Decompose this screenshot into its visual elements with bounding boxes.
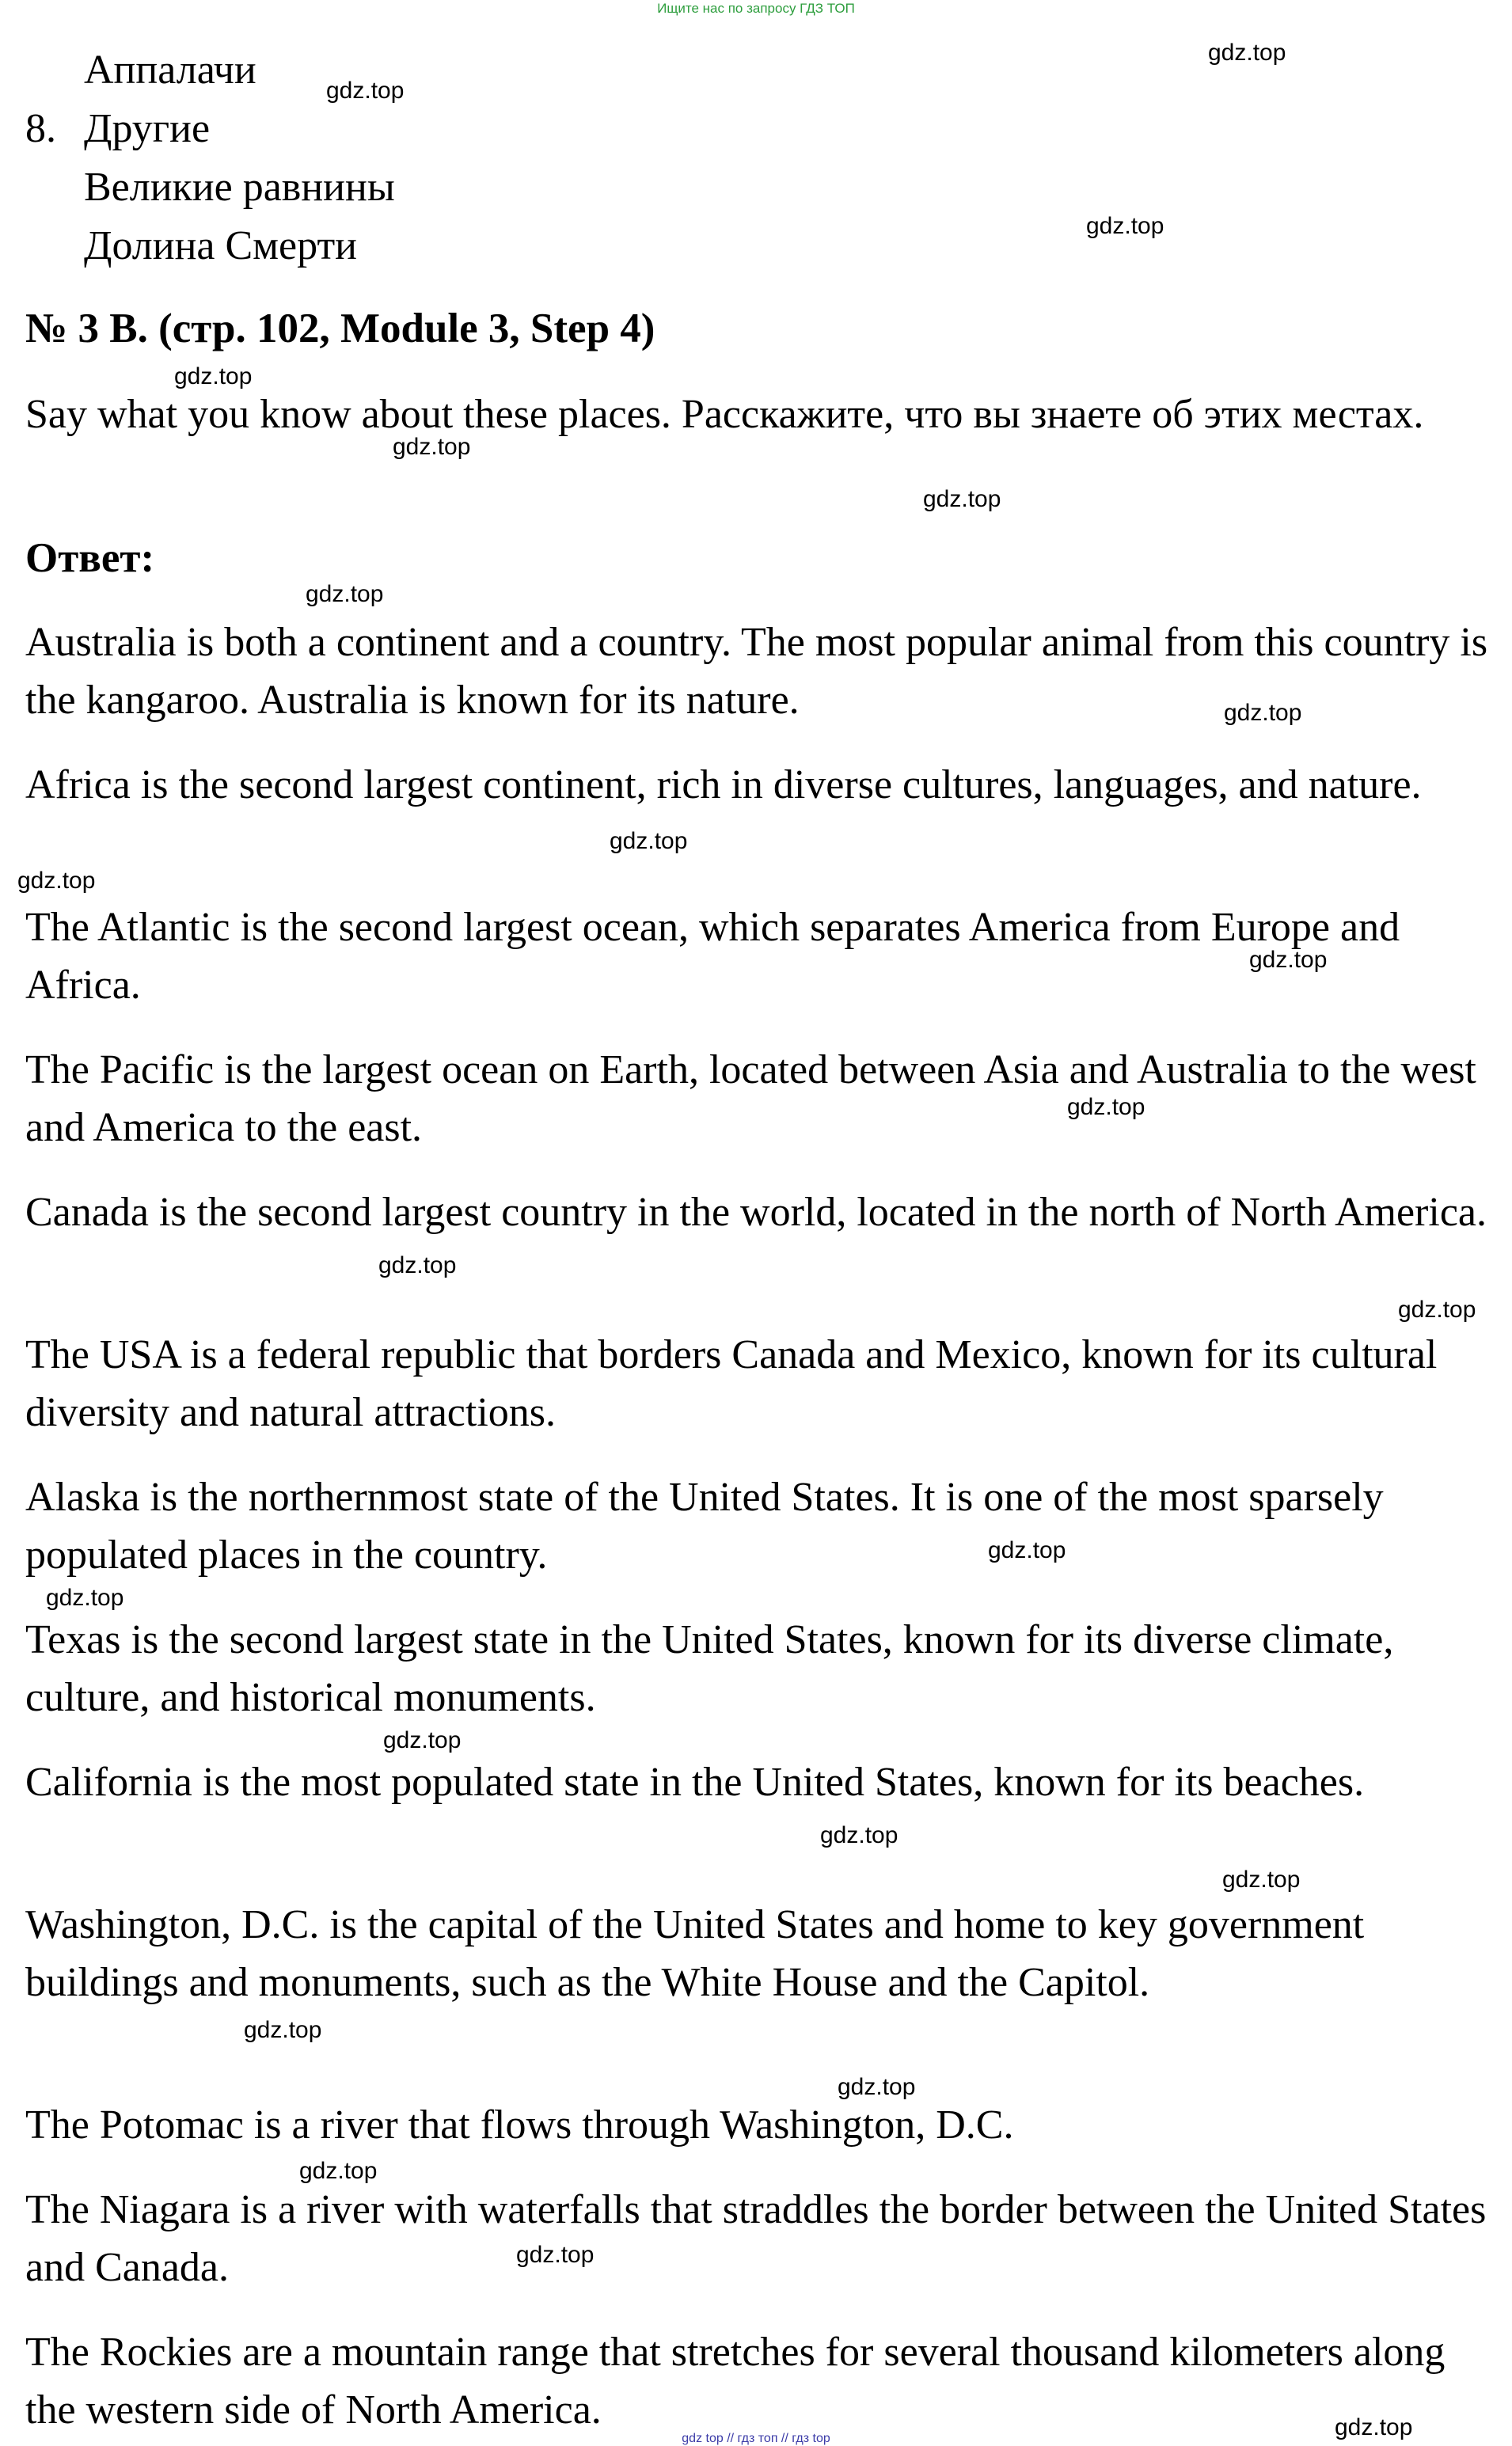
answer-paragraph: California is the most populated state in the United States, known for its beaches. <box>25 1760 1365 1805</box>
list-item: Аппалачи <box>84 47 256 93</box>
watermark: gdz.top <box>383 1727 462 1753</box>
watermark: gdz.top <box>1208 40 1286 66</box>
task-heading: № 3 B. (стр. 102, Module 3, Step 4) <box>25 306 655 351</box>
list-item: Великие равнины <box>84 165 395 210</box>
watermark: gdz.top <box>1086 213 1164 239</box>
answer-label: Ответ: <box>25 535 155 581</box>
answer-paragraph: Africa is the second largest continent, rich in diverse cultures, languages, and nature. <box>25 762 1422 807</box>
watermark: gdz.top <box>174 363 253 389</box>
watermark: gdz.top <box>378 1252 457 1278</box>
watermark: gdz.top <box>988 1537 1066 1563</box>
answer-paragraph: Texas is the second largest state in the United States, known for its diverse climate, culture, and historical monuments. <box>25 1617 1394 1720</box>
answer-paragraph: The Pacific is the largest ocean on Earth, located between Asia and Australia to the west and America to the east. <box>25 1047 1476 1150</box>
watermark: gdz.top <box>1222 1867 1301 1893</box>
answer-paragraph: The Niagara is a river with waterfalls that straddles the border between the United States and Canada. <box>25 2187 1487 2290</box>
list-number: 8. <box>25 106 56 151</box>
answer-paragraph: Australia is both a continent and a country. The most popular animal from this country is the kangaroo. Australia is known for its nature. <box>25 620 1488 723</box>
watermark: gdz.top <box>1335 2414 1413 2440</box>
answer-paragraph: The Rockies are a mountain range that stretches for several thousand kilometers along the western side of North America. <box>25 2330 1446 2433</box>
watermark: gdz.top <box>299 2158 378 2184</box>
watermark: gdz.top <box>1224 700 1302 726</box>
watermark: gdz.top <box>838 2074 916 2100</box>
answer-paragraph: Canada is the second largest country in the world, located in the north of North America. <box>25 1190 1487 1235</box>
list-item: Другие <box>84 106 211 151</box>
watermark: gdz.top <box>393 434 471 460</box>
answer-paragraph: Washington, D.C. is the capital of the United States and home to key government buildings and monuments, such as the White House and the Capitol. <box>25 1902 1365 2005</box>
watermark: gdz.top <box>923 486 1001 512</box>
bottom-banner: gdz top // гдз топ // гдз top <box>682 2432 830 2445</box>
top-banner: Ищите нас по запросу ГДЗ ТОП <box>657 1 855 16</box>
watermark: gdz.top <box>820 1822 898 1848</box>
watermark: gdz.top <box>17 868 96 894</box>
answer-paragraph: The Atlantic is the second largest ocean, which separates America from Europe and Africa. <box>25 905 1400 1008</box>
list-item: Долина Смерти <box>84 223 358 268</box>
answer-paragraph: The USA is a federal republic that borders Canada and Mexico, known for its cultural diversity and natural attractions. <box>25 1332 1438 1435</box>
watermark: gdz.top <box>1249 947 1328 973</box>
watermark: gdz.top <box>46 1585 124 1611</box>
watermark: gdz.top <box>244 2017 322 2043</box>
answer-paragraph: The Potomac is a river that flows through Washington, D.C. <box>25 2102 1014 2148</box>
watermark: gdz.top <box>1067 1094 1145 1120</box>
watermark: gdz.top <box>1398 1297 1476 1323</box>
watermark: gdz.top <box>326 78 405 104</box>
task-instruction: Say what you know about these places. Расскажите, что вы знаете об этих местах. <box>25 392 1424 437</box>
watermark: gdz.top <box>516 2242 595 2268</box>
answer-paragraph: Alaska is the northernmost state of the United States. It is one of the most sparsely populated places in the country. <box>25 1475 1384 1578</box>
watermark: gdz.top <box>306 581 384 607</box>
watermark: gdz.top <box>610 828 688 854</box>
